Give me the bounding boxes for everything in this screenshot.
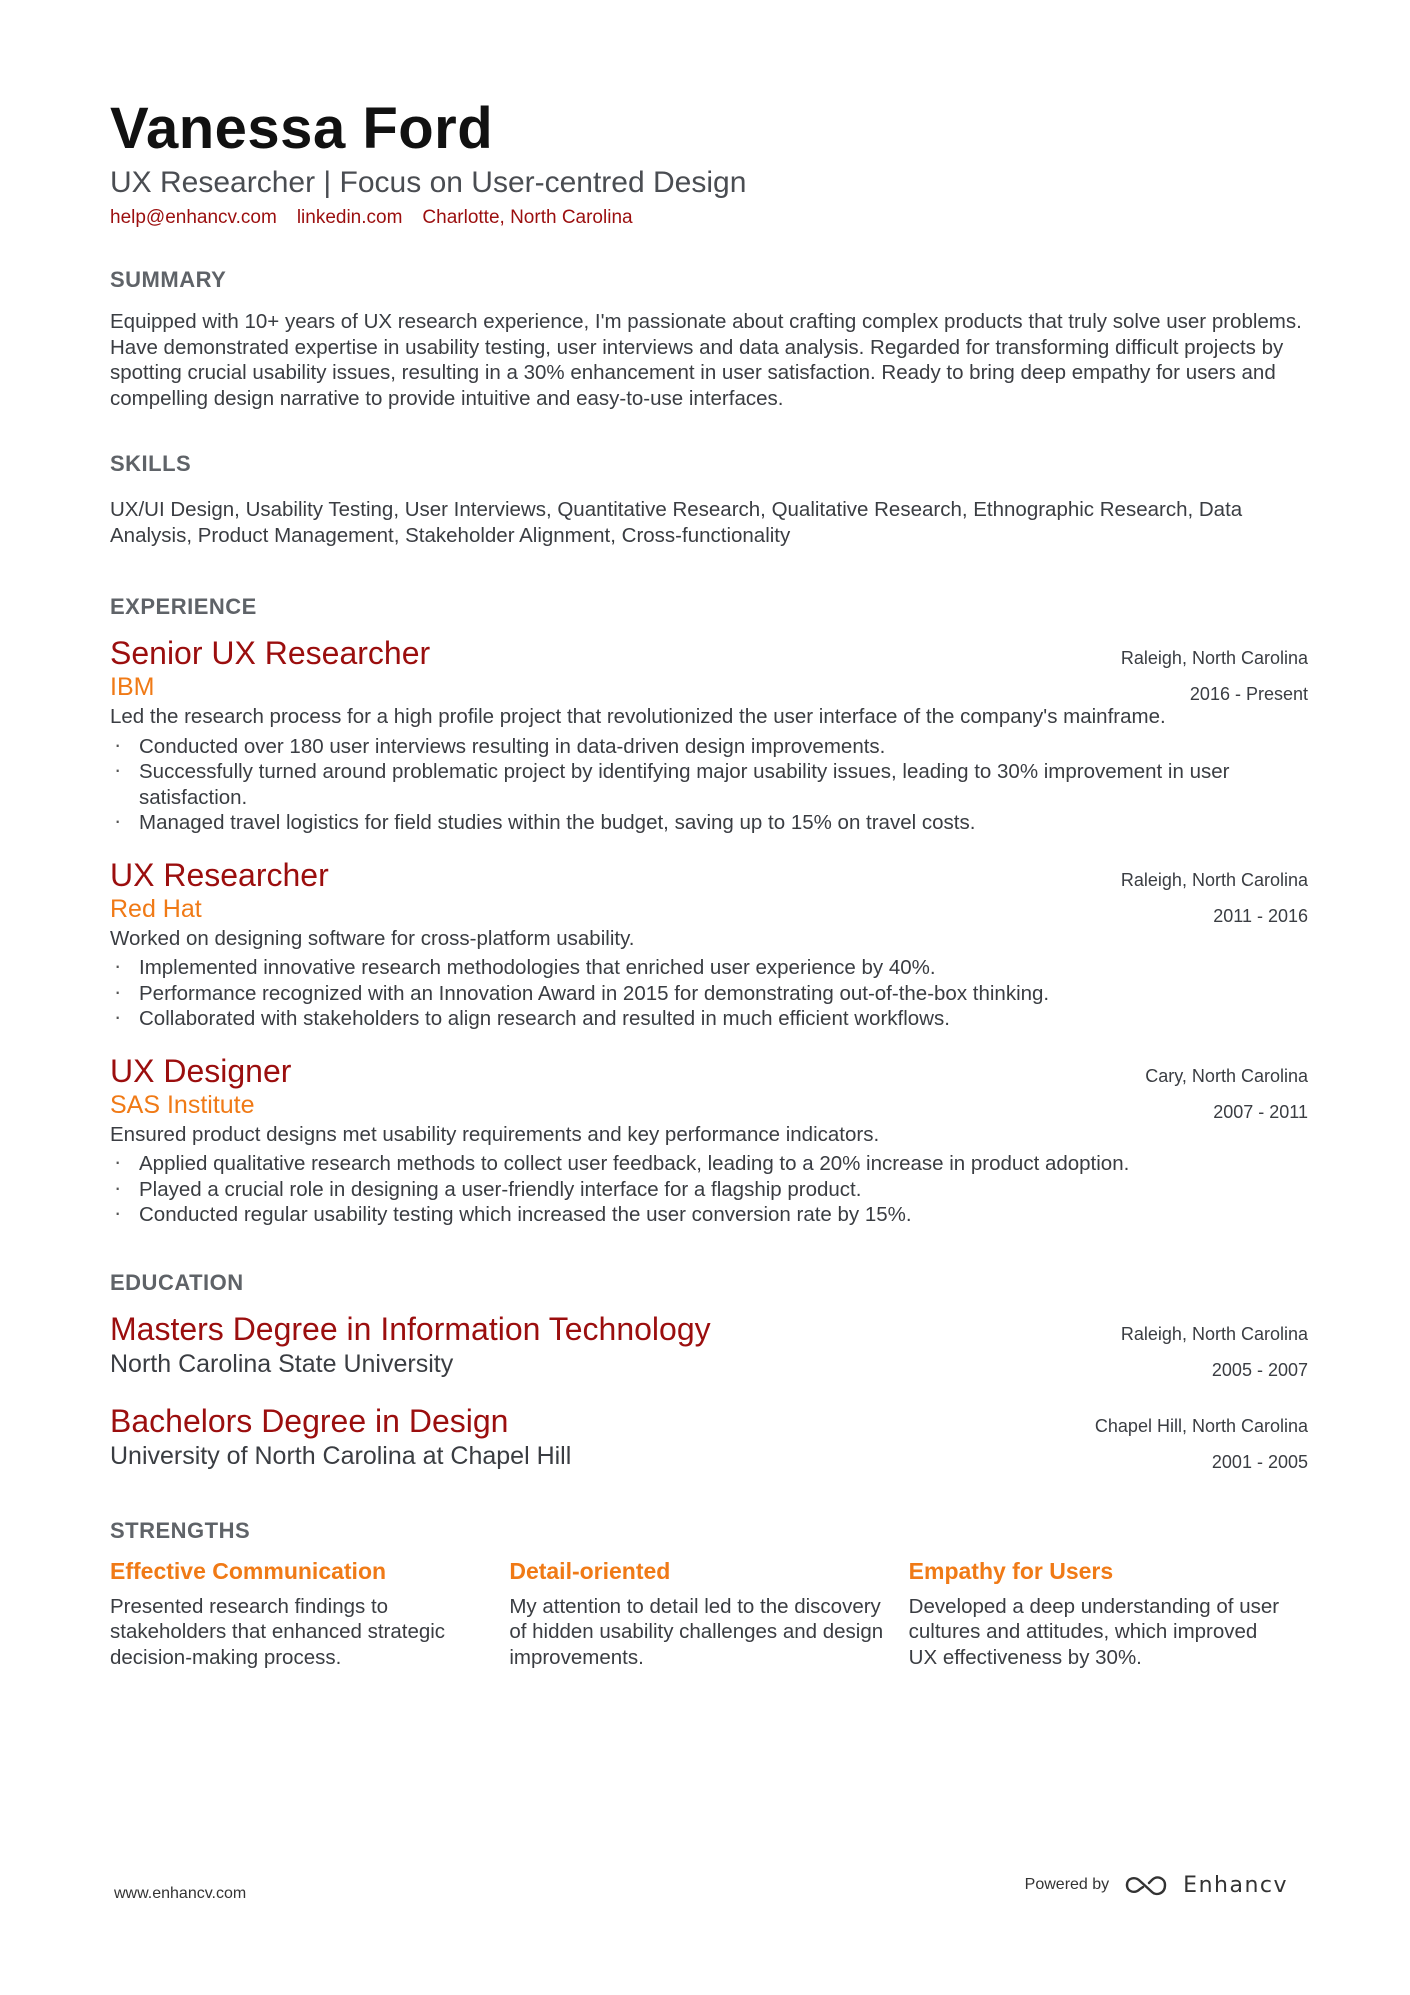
job-title: Senior UX Researcher — [110, 635, 431, 671]
footer-branding — [1025, 1872, 1288, 1898]
resume-page — [110, 95, 1308, 1670]
job-bullets — [110, 955, 1308, 1032]
job-title: UX Designer — [110, 1052, 292, 1089]
list-item: · Performance recognized with an Innovation Award in 2015 for demonstrating out-of-the-box thinking. — [110, 981, 1308, 1007]
job-title: UX Researcher — [110, 856, 329, 893]
job-dates: 2007 - 2011 — [1213, 1101, 1308, 1122]
strength-description: Developed a deep understanding of user cultures and attitudes, which improved UX effectiveness by 30%. — [908, 1594, 1280, 1669]
section-title-experience: EXPERIENCE — [110, 594, 257, 619]
headline: UX Researcher | Focus on User-centred Design — [110, 166, 747, 199]
school-name: University of North Carolina at Chapel Hill — [110, 1441, 572, 1470]
company-name: Red Hat — [110, 894, 202, 923]
company-name: IBM — [110, 673, 155, 701]
enhancv-brand: Enhancv — [1183, 1872, 1288, 1898]
job-dates: 2016 - Present — [1189, 684, 1308, 704]
enhancv-logo-icon — [1123, 1872, 1169, 1898]
entry-meta — [1121, 1316, 1308, 1388]
education-entry — [110, 1310, 1308, 1380]
footer-website[interactable]: www.enhancv.com — [114, 1885, 247, 1902]
candidate-name: Vanessa Ford — [110, 96, 494, 161]
job-bullets — [110, 1151, 1308, 1228]
school-dates: 2005 - 2007 — [1211, 1359, 1308, 1380]
section-title-skills: SKILLS — [110, 451, 192, 476]
strength-title: Detail-oriented — [509, 1557, 671, 1584]
school-location: Raleigh, North Carolina — [1120, 1323, 1308, 1344]
list-item: · Applied qualitative research methods to collect user feedback, leading to a 20% increase in product adoption. — [110, 1151, 1308, 1177]
location-text: Charlotte, North Carolina — [422, 207, 633, 228]
powered-by-label: Powered by — [1024, 1876, 1110, 1893]
list-item: · Successfully turned around problematic project by identifying major usability issues, leading to 30% improvement in user satisfaction. — [110, 759, 1308, 810]
strengths-grid — [110, 1556, 1308, 1671]
list-item: · Conducted regular usability testing which increased the user conversion rate by 15%. — [110, 1202, 1308, 1228]
strength-title: Effective Communication — [110, 1557, 387, 1584]
job-location: Cary, North Carolina — [1145, 1065, 1308, 1086]
section-title-strengths: STRENGTHS — [110, 1517, 251, 1543]
contact-info — [110, 207, 1308, 229]
school-name: North Carolina State University — [110, 1349, 454, 1378]
job-location: Raleigh, North Carolina — [1120, 869, 1308, 890]
school-location: Chapel Hill, North Carolina — [1094, 1415, 1308, 1436]
experience-entry — [110, 1052, 1308, 1228]
job-location: Raleigh, North Carolina — [1120, 648, 1308, 668]
education-entry — [110, 1402, 1308, 1472]
company-name: SAS Institute — [110, 1090, 255, 1119]
entry-meta — [1121, 640, 1308, 712]
strength-description: Presented research findings to stakeholders that enhanced strategic decision-making process. — [110, 1594, 446, 1669]
list-item: · Collaborated with stakeholders to align research and resulted in much efficient workflows. — [110, 1006, 1308, 1032]
entry-meta — [1121, 862, 1308, 934]
job-description: Led the research process for a high profile project that revolutionized the user interface of the company's mainframe. — [110, 705, 1166, 728]
list-item: · Conducted over 180 user interviews resulting in data-driven design improvements. — [110, 734, 1308, 760]
experience-entry — [110, 856, 1308, 1032]
strength-item — [110, 1556, 509, 1671]
job-description: Worked on designing software for cross-platform usability. — [110, 926, 635, 950]
job-dates: 2011 - 2016 — [1213, 905, 1308, 926]
section-title-summary: SUMMARY — [110, 267, 227, 292]
entry-meta — [1145, 1058, 1308, 1130]
entry-meta — [1095, 1408, 1308, 1480]
strength-title: Empathy for Users — [908, 1557, 1114, 1584]
school-dates: 2001 - 2005 — [1211, 1451, 1308, 1472]
summary-text: Equipped with 10+ years of UX research experience, I'm passionate about crafting complex products that truly solve user problems. Have demonstrated expertise in usability testing, user interviews and data analysis. Regarded for transforming difficult projects by spotting crucial usability issues, resulting in a 30% enhancement in user satisfaction. Ready to bring deep empathy for users and compelling design narrative to provide intuitive and easy-to-use interfaces. — [110, 310, 1302, 410]
strength-item — [909, 1556, 1308, 1671]
strength-description: My attention to detail led to the discovery of hidden usability challenges and design improvements. — [509, 1594, 884, 1669]
section-title-education: EDUCATION — [110, 1269, 244, 1295]
email-link[interactable]: help@enhancv.com — [110, 207, 277, 228]
strength-item — [509, 1556, 908, 1671]
list-item: · Managed travel logistics for field studies within the budget, saving up to 15% on travel costs. — [110, 810, 1308, 836]
job-bullets — [110, 734, 1308, 836]
degree-title: Bachelors Degree in Design — [110, 1402, 509, 1439]
list-item: · Implemented innovative research methodologies that enriched user experience by 40%. — [110, 955, 1308, 981]
job-description: Ensured product designs met usability requirements and key performance indicators. — [110, 1122, 880, 1146]
list-item: · Played a crucial role in designing a user-friendly interface for a flagship product. — [110, 1177, 1308, 1203]
experience-entry — [110, 634, 1308, 836]
skills-text: UX/UI Design, Usability Testing, User Interviews, Quantitative Research, Qualitative Research, Ethnographic Research, Data Analysis, Product Management, Stakeholder Alignment, Cross-functionality — [110, 498, 1243, 547]
linkedin-link[interactable]: linkedin.com — [296, 207, 403, 228]
degree-title: Masters Degree in Information Technology — [110, 1310, 711, 1347]
